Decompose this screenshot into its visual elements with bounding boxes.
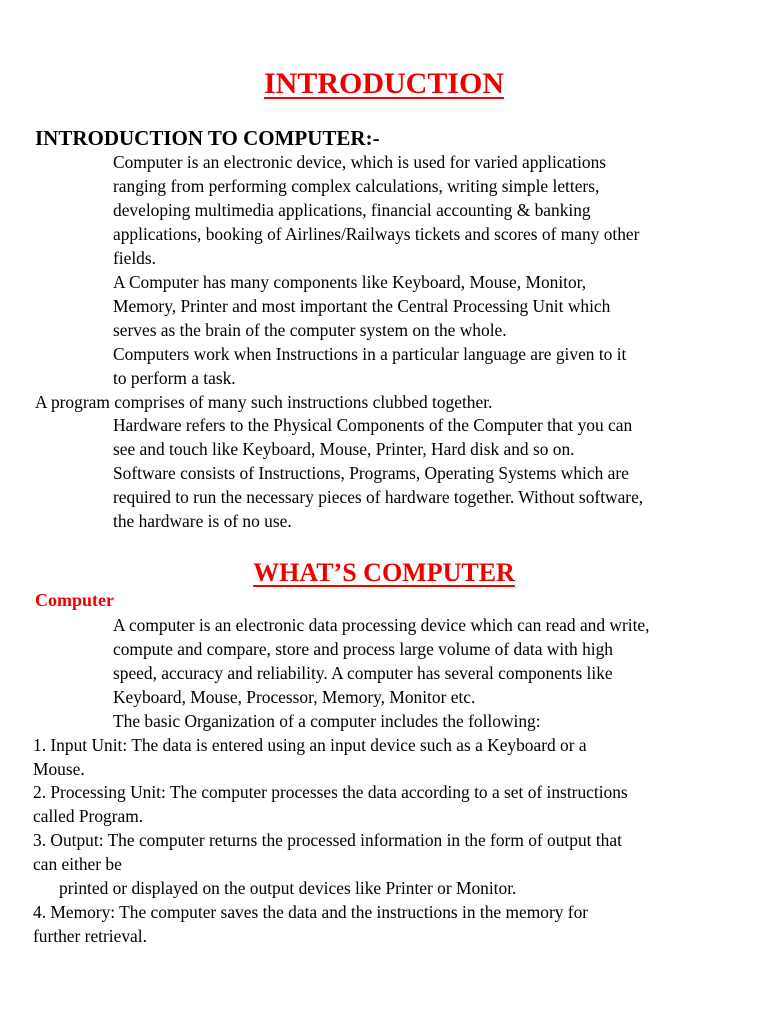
list-item-continuation: further retrieval. bbox=[33, 926, 147, 946]
list-item: 3. Output: The computer returns the processed information in the form of output that bbox=[33, 830, 622, 850]
paragraph-line: Hardware refers to the Physical Components of the Computer that you can bbox=[113, 415, 633, 435]
paragraph-line: applications, booking of Airlines/Railways tickets and scores of many other bbox=[113, 224, 640, 244]
paragraph-line: Computer is an electronic device, which is used for varied applications bbox=[113, 152, 607, 172]
list-item-continuation: called Program. bbox=[33, 806, 144, 826]
paragraph-line: the hardware is of no use. bbox=[113, 511, 292, 531]
paragraph-line: speed, accuracy and reliability. A computer has several components like bbox=[113, 663, 613, 683]
paragraph-line: compute and compare, store and process large volume of data with high bbox=[113, 639, 613, 659]
list-item-continuation: printed or displayed on the output devices like Printer or Monitor. bbox=[59, 878, 517, 898]
paragraph-line: Computers work when Instructions in a particular language are given to it bbox=[113, 344, 627, 364]
paragraph-line: Memory, Printer and most important the Central Processing Unit which bbox=[113, 296, 611, 316]
page-title: INTRODUCTION bbox=[263, 67, 505, 100]
list-item-continuation: can either be bbox=[33, 854, 122, 874]
paragraph-line: see and touch like Keyboard, Mouse, Printer, Hard disk and so on. bbox=[113, 439, 575, 459]
paragraph-line: ranging from performing complex calculations, writing simple letters, bbox=[113, 176, 600, 196]
paragraph-line: developing multimedia applications, financial accounting & banking bbox=[113, 200, 591, 220]
list-item-continuation: Mouse. bbox=[33, 759, 85, 779]
paragraph-line: The basic Organization of a computer includes the following: bbox=[113, 711, 541, 731]
list-item: 2. Processing Unit: The computer processes the data according to a set of instructions bbox=[33, 782, 628, 802]
paragraph-line: to perform a task. bbox=[113, 368, 236, 388]
section-heading: WHAT’S COMPUTER bbox=[253, 558, 515, 587]
paragraph-line: A program comprises of many such instructions clubbed together. bbox=[35, 392, 493, 412]
list-item: 1. Input Unit: The data is entered using an input device such as a Keyboard or a bbox=[33, 735, 587, 755]
list-item: 4. Memory: The computer saves the data and the instructions in the memory for bbox=[33, 902, 589, 922]
paragraph-line: Keyboard, Mouse, Processor, Memory, Monitor etc. bbox=[113, 687, 476, 707]
paragraph-line: A Computer has many components like Keyboard, Mouse, Monitor, bbox=[113, 272, 587, 292]
paragraph-line: fields. bbox=[113, 248, 156, 268]
section-subheading-computer: Computer bbox=[35, 590, 114, 610]
section-subheading: INTRODUCTION TO COMPUTER:- bbox=[35, 126, 380, 150]
paragraph-line: required to run the necessary pieces of hardware together. Without software, bbox=[113, 487, 644, 507]
paragraph-line: A computer is an electronic data processing device which can read and write, bbox=[113, 615, 650, 635]
paragraph-line: Software consists of Instructions, Programs, Operating Systems which are bbox=[113, 463, 629, 483]
paragraph-line: serves as the brain of the computer system on the whole. bbox=[113, 320, 507, 340]
